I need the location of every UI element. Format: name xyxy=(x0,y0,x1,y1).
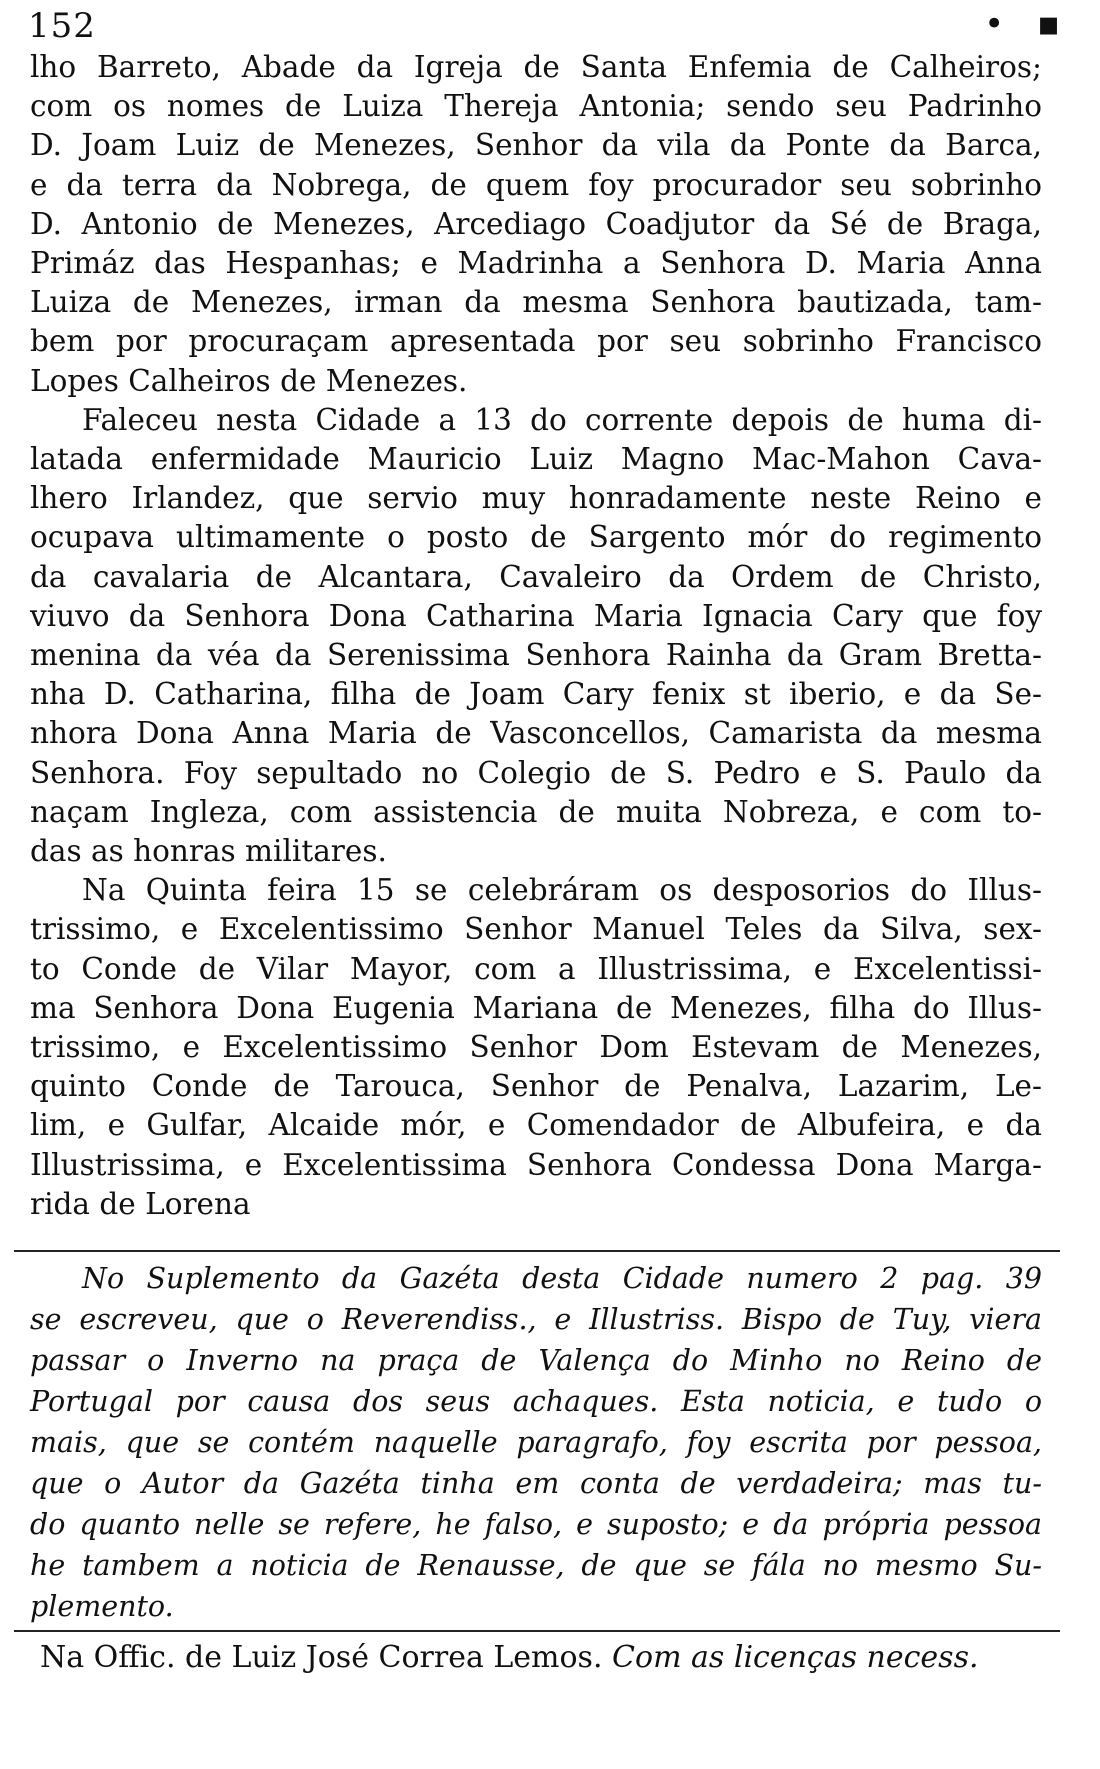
supplement-correction xyxy=(30,1258,1042,1627)
text-line: da cavalaria de Alcantara, Cavaleiro da Ordem de Christo, xyxy=(30,559,1042,594)
text-line: naçam Ingleza, com assistencia de muita Nobreza, e com to- xyxy=(30,794,1042,829)
text-line: viuvo da Senhora Dona Catharina Maria Ignacia Cary que foy xyxy=(30,598,1042,633)
text-line: lhero Irlandez, que servio muy honradamente neste Reino e xyxy=(30,481,1042,516)
main-text xyxy=(30,48,1042,1224)
imprint xyxy=(40,1640,1040,1675)
text-line: Portugal por causa dos seus achaques. Esta noticia, e tudo o xyxy=(30,1385,1042,1418)
text-line: nha D. Catharina, filha de Joam Cary fenix st iberio, e da Se- xyxy=(30,677,1042,712)
text-line: quinto Conde de Tarouca, Senhor de Penalva, Lazarim, Le- xyxy=(30,1069,1042,1104)
text-line: D. Antonio de Menezes, Arcediago Coadjutor da Sé de Braga, xyxy=(30,206,1042,241)
text-line: Lopes Calheiros de Menezes. xyxy=(30,363,468,398)
text-line: mais, que se contém naquelle paragrafo, foy escrita por pessoa, xyxy=(30,1426,1042,1459)
text-line: bem por procuraçam apresentada por seu sobrinho Francisco xyxy=(30,324,1042,359)
printer-name: Na Offic. de Luiz José Correa Lemos. xyxy=(40,1640,603,1675)
page-mark: • xyxy=(984,4,1005,44)
text-line: Luiza de Menezes, irman da mesma Senhora bautizada, tam- xyxy=(30,285,1042,320)
text-line: to Conde de Vilar Mayor, com a Illustrissima, e Excelentissi- xyxy=(30,951,1042,986)
text-line: D. Joam Luiz de Menezes, Senhor da vila da Ponte da Barca, xyxy=(30,128,1042,163)
text-line: latada enfermidade Mauricio Luiz Magno Mac-Mahon Cava- xyxy=(30,442,1042,477)
paragraph-start: No Suplemento da Gazéta desta Cidade numero 2 pag. 39 xyxy=(82,1262,1042,1295)
text-line: Senhora. Foy sepultado no Colegio de S. Pedro e S. Paulo da xyxy=(30,755,1042,790)
text-line: com os nomes de Luiza Thereja Antonia; sendo seu Padrinho xyxy=(30,89,1042,124)
text-line: menina da véa da Serenissima Senhora Rainha da Gram Bretta- xyxy=(30,638,1042,673)
text-line: lho Barreto, Abade da Igreja de Santa Enfemia de Calheiros; xyxy=(30,50,1042,84)
text-line: lim, e Gulfar, Alcaide mór, e Comendador de Albufeira, e da xyxy=(30,1108,1042,1143)
text-line: se escreveu, que o Reverendiss., e Illustriss. Bispo de Tuy, viera xyxy=(30,1303,1042,1336)
text-line: e da terra da Nobrega, de quem foy procurador seu sobrinho xyxy=(30,167,1042,202)
section-divider xyxy=(14,1250,1060,1252)
text-line: que o Autor da Gazéta tinha em conta de verdadeira; mas tu- xyxy=(30,1467,1042,1500)
text-line: ocupava ultimamente o posto de Sargento mór do regimento xyxy=(30,520,1042,555)
paragraph-start: Faleceu nesta Cidade a 13 do corrente depois de huma di- xyxy=(82,402,1042,437)
text-line: he tambem a noticia de Renausse, de que se fála no mesmo Su- xyxy=(30,1549,1042,1582)
page-number: 152 xyxy=(28,6,96,46)
paragraph-start: Na Quinta feira 15 se celebráram os desposorios do Illus- xyxy=(82,873,1042,908)
text-line: do quanto nelle se refere, he falso, e suposto; e da própria pessoa xyxy=(30,1508,1042,1541)
text-line: nhora Dona Anna Maria de Vasconcellos, Camarista da mesma xyxy=(30,716,1042,751)
text-line: trissimo, e Excelentissimo Senhor Dom Estevam de Menezes, xyxy=(30,1030,1042,1065)
text-line: Illustrissima, e Excelentissima Senhora Condessa Dona Marga- xyxy=(30,1147,1042,1182)
page-mark: ▪ xyxy=(1036,4,1060,44)
text-line: plemento. xyxy=(30,1590,174,1623)
text-line: passar o Inverno na praça de Valença do Minho no Reino de xyxy=(30,1344,1042,1377)
text-line: das as honras militares. xyxy=(30,834,387,869)
page-marks xyxy=(962,4,1060,44)
text-line: trissimo, e Excelentissimo Senhor Manuel Teles da Silva, sex- xyxy=(30,912,1042,947)
license-note: Com as licenças necess. xyxy=(612,1640,979,1675)
text-line: rida de Lorena xyxy=(30,1186,251,1221)
text-line: ma Senhora Dona Eugenia Mariana de Menezes, filha do Illus- xyxy=(30,990,1042,1025)
imprint-divider xyxy=(14,1630,1060,1632)
text-line: Primáz das Hespanhas; e Madrinha a Senhora D. Maria Anna xyxy=(30,246,1042,281)
